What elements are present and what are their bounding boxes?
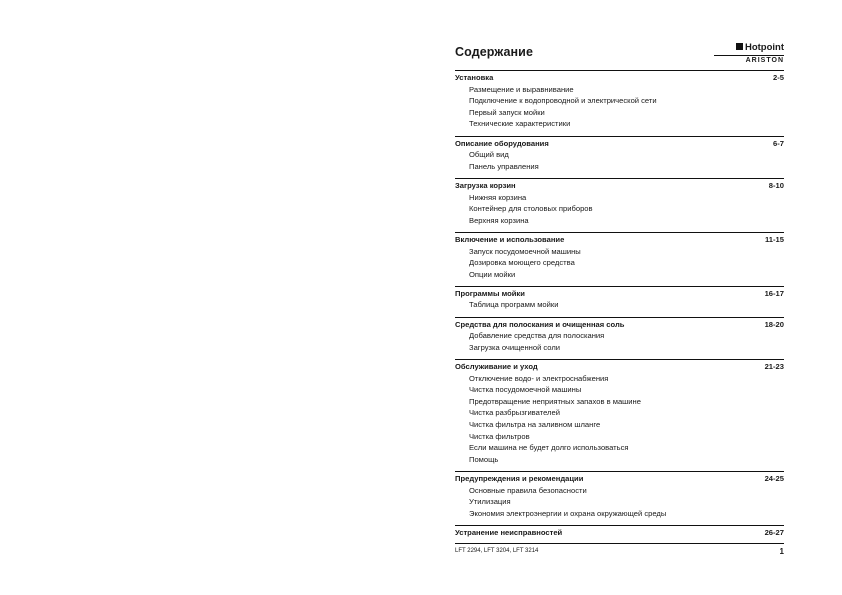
toc-item[interactable]: Общий вид xyxy=(469,150,509,160)
toc-section-heading[interactable] xyxy=(455,138,784,150)
footer-divider xyxy=(455,543,784,544)
toc-section-heading[interactable] xyxy=(455,180,784,192)
toc-section-title: Обслуживание и уход xyxy=(455,362,538,372)
toc-item[interactable]: Технические характеристики xyxy=(469,119,571,129)
brand-logo xyxy=(714,42,784,65)
page-number: 1 xyxy=(779,547,784,556)
footer-model-list: LFT 2294, LFT 3204, LFT 3214 xyxy=(455,548,539,554)
toc-section-pages: 11-15 xyxy=(764,234,784,244)
toc-section-pages: 24-25 xyxy=(764,473,784,483)
toc-section-heading[interactable] xyxy=(455,527,784,539)
toc-item[interactable]: Размещение и выравнивание xyxy=(469,84,574,94)
toc-section xyxy=(455,471,784,525)
toc-section-title: Устранение неисправностей xyxy=(455,527,563,537)
toc-item[interactable]: Отключение водо- и электроснабжения xyxy=(469,373,609,383)
page-title: Содержание xyxy=(455,45,534,59)
toc-item[interactable]: Чистка фильтров xyxy=(469,431,530,441)
toc-section xyxy=(455,525,784,539)
toc-section-pages: 2-5 xyxy=(773,73,784,82)
toc-section-pages: 26-27 xyxy=(764,527,784,537)
toc-item[interactable]: Опции мойки xyxy=(469,269,516,279)
toc-item[interactable]: Панель управления xyxy=(469,161,539,171)
toc-item[interactable]: Таблица программ мойки xyxy=(469,300,559,310)
toc-section-heading[interactable] xyxy=(455,234,784,246)
toc-item[interactable]: Запуск посудомоечной машины xyxy=(469,246,581,256)
toc-section-title: Средства для полоскания и очищенная соль xyxy=(455,319,625,329)
toc-section-pages: 18-20 xyxy=(764,319,784,329)
toc-section-heading[interactable] xyxy=(455,288,784,300)
toc-section-pages: 6-7 xyxy=(773,138,784,148)
toc-item[interactable]: Подключение к водопроводной и электрической сети xyxy=(469,96,657,106)
toc-item[interactable]: Дозировка моющего средства xyxy=(469,258,575,268)
toc-section-heading[interactable] xyxy=(455,473,784,485)
toc-section xyxy=(455,286,784,317)
toc-item[interactable]: Добавление средства для полоскания xyxy=(469,331,605,341)
toc-section-title: Программы мойки xyxy=(455,288,525,298)
toc-item[interactable]: Если машина не будет долго использоваться xyxy=(469,443,629,453)
toc-section-pages: 16-17 xyxy=(764,288,784,298)
toc-item[interactable]: Чистка фильтра на заливном шланге xyxy=(469,420,601,429)
toc-section-pages: 21-23 xyxy=(764,362,784,372)
toc-section-title: Загрузка корзин xyxy=(455,180,516,190)
toc-section-heading[interactable] xyxy=(455,319,784,331)
toc-item[interactable]: Нижняя корзина xyxy=(469,192,527,202)
toc-section-title: Описание оборудования xyxy=(455,138,549,148)
toc-item[interactable]: Предотвращение неприятных запахов в машине xyxy=(469,396,641,406)
toc-item[interactable]: Чистка разбрызгивателей xyxy=(469,408,560,418)
toc-section-heading[interactable] xyxy=(455,72,784,84)
toc-item[interactable]: Основные правила безопасности xyxy=(469,485,587,495)
toc-section-title: Предупреждения и рекомендации xyxy=(455,473,584,483)
toc-item[interactable]: Экономия электроэнергии и охрана окружающей среды xyxy=(469,508,667,518)
toc-item[interactable]: Первый запуск мойки xyxy=(469,107,545,117)
logo-brand-name: Hotpoint xyxy=(744,42,784,53)
toc-section xyxy=(455,70,784,136)
toc-section xyxy=(455,136,784,178)
toc-item[interactable]: Загрузка очищенной соли xyxy=(469,342,561,352)
toc-section-title: Установка xyxy=(455,73,494,82)
toc-section xyxy=(455,359,784,471)
logo-square-icon xyxy=(736,43,743,50)
logo-subbrand: ARISTON xyxy=(745,57,784,64)
document-page xyxy=(455,42,784,572)
table-of-contents xyxy=(455,70,784,539)
toc-item[interactable]: Помощь xyxy=(469,454,499,464)
toc-item[interactable]: Утилизация xyxy=(469,497,511,507)
toc-section xyxy=(455,232,784,286)
toc-section-pages: 8-10 xyxy=(768,180,784,190)
toc-section xyxy=(455,317,784,359)
toc-item[interactable]: Контейнер для столовых приборов xyxy=(469,204,593,214)
toc-section-heading[interactable] xyxy=(455,361,784,373)
toc-section-title: Включение и использование xyxy=(455,234,565,244)
toc-item[interactable]: Верхняя корзина xyxy=(469,215,529,225)
toc-section xyxy=(455,178,784,232)
toc-item[interactable]: Чистка посудомоечной машины xyxy=(469,385,582,395)
